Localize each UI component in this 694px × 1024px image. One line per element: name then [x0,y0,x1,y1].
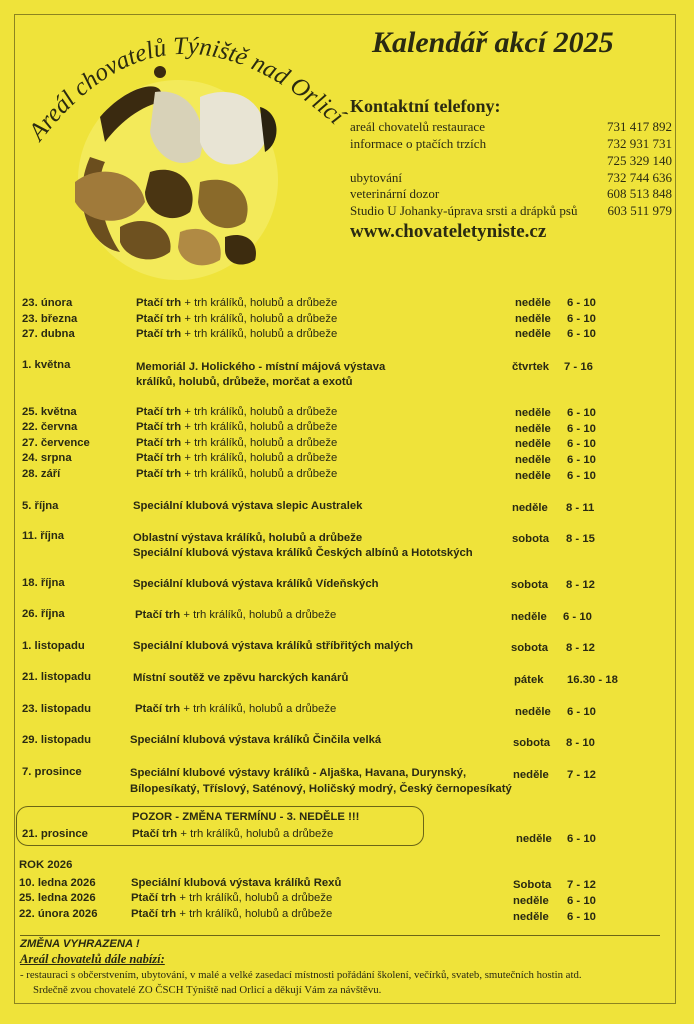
event-day: neděle [515,407,551,419]
event-sub: + trh králíků, holubů a drůbeže [180,609,337,621]
page-title: Kalendář akcí 2025 [372,26,614,59]
event-bold: Ptačí trh [131,908,177,920]
event-time: 6 - 10 [567,438,596,450]
event-bold: Ptačí trh [135,703,181,715]
event-date: 24. srpna [22,452,72,464]
event-day: neděle [515,313,551,325]
event-bold: Ptačí trh [136,406,182,418]
event-line1: Místní soutěž ve zpěvu harckých kanárů [133,672,349,684]
event-description [136,452,337,464]
event-day: neděle [511,611,547,623]
arc-title-text: Areál chovatelů Týniště nad Orlicí [23,32,350,146]
event-description [136,406,337,418]
event-time: 6 - 10 [567,895,596,907]
event-description [136,313,337,325]
event-date: 25. ledna 2026 [19,892,96,904]
event-date: 21. prosince [22,828,88,840]
footer-divider [20,935,660,936]
event-date: 27. července [22,437,90,449]
event-day: neděle [513,769,549,781]
event-sub: + trh králíků, holubů a drůbeže [181,297,338,309]
event-bold: Ptačí trh [136,468,182,480]
contact-number: 603 511 979 [607,203,672,218]
event-description [131,892,332,904]
event-line1: Speciální klubová výstava králíků Vídeňských [133,578,379,590]
event-sub: + trh králíků, holubů a drůbeže [177,828,334,840]
event-line1: Memoriál J. Holického - místní májová výstava [136,361,386,373]
event-time: 7 - 16 [564,361,593,373]
event-day: sobota [511,579,549,591]
invite-text: Srdečně zvou chovatelé ZO ČSCH Týniště nad Orlicí a děkují Vám za návštěvu. [33,984,382,996]
contact-label: informace o ptačích trzích [350,136,487,151]
event-time: 8 - 15 [566,533,595,545]
event-day: neděle [515,470,551,482]
event-date: 29. listopadu [22,734,92,746]
event-sub: + trh králíků, holubů a drůbeže [176,908,333,920]
event-time: 6 - 10 [567,328,596,340]
contact-label: ubytování [350,170,402,185]
event-sub: + trh králíků, holubů a drůbeže [181,313,338,325]
event-day: neděle [513,911,549,923]
event-line1: Speciální klubová výstava králíků Činčila velká [130,734,382,746]
event-time: 8 - 12 [566,579,595,591]
event-time: 16.30 - 18 [567,674,618,686]
event-description [131,908,332,920]
event-bold: Ptačí trh [136,328,182,340]
offer-text: - restauraci s občerstvením, ubytování, v malé a velké zasedací místnosti pořádání školení, večírků, svateb, smutečních hostin atd. [20,969,582,981]
event-line2: Speciální klubová výstava králíků Českých albínů a Hototských [133,547,473,559]
contact-label: veterinární dozor [350,186,440,201]
offer-heading: Areál chovatelů dále nabízí: [20,952,165,966]
event-time: 6 - 10 [567,911,596,923]
event-line1: Speciální klubová výstava králíků stříbřitých malých [133,640,414,652]
event-date: 1. května [22,359,71,371]
event-bold: Ptačí trh [136,297,182,309]
event-description [136,297,337,309]
event-time: 6 - 10 [567,313,596,325]
event-day: neděle [515,297,551,309]
event-line1: Speciální klubová výstava slepic Australek [133,500,363,512]
event-day: pátek [514,674,544,686]
event-bold: Ptačí trh [136,437,182,449]
event-time: 8 - 12 [566,642,595,654]
event-date: 5. října [22,500,59,512]
website-link[interactable]: www.chovateletyniste.cz [350,221,547,242]
event-sub: + trh králíků, holubů a drůbeže [181,328,338,340]
event-line1: Speciální klubová výstava králíků Rexů [131,877,342,889]
event-sub: + trh králíků, holubů a drůbeže [181,468,338,480]
event-date: 21. listopadu [22,671,92,683]
event-date: 18. října [22,577,65,589]
event-time: 6 - 10 [567,833,596,845]
event-day: sobota [511,642,549,654]
poultry-illustration [60,62,295,287]
event-sub: + trh králíků, holubů a drůbeže [181,452,338,464]
event-date: 1. listopadu [22,640,85,652]
event-line1: Oblastní výstava králíků, holubů a drůbeže [133,532,363,544]
event-bold: Ptačí trh [136,452,182,464]
event-day: neděle [515,423,551,435]
event-time: 8 - 11 [566,502,595,514]
event-time: 6 - 10 [567,297,596,309]
contact-label: Studio U Johanky-úprava srsti a drápků psů [350,203,578,218]
event-sub: + trh králíků, holubů a drůbeže [181,437,338,449]
event-day: sobota [513,737,551,749]
event-sub: + trh králíků, holubů a drůbeže [176,892,333,904]
event-bold: Ptačí trh [136,421,182,433]
change-notice: ZMĚNA VYHRAZENA ! [20,938,140,950]
contact-number: 725 329 140 [607,153,672,168]
event-time: 6 - 10 [567,407,596,419]
event-line2: Bílopesíkatý, Tříslový, Saténový, Holičský modrý, Český černopesíkatý [130,783,512,795]
event-date: 23. února [22,297,73,309]
event-time: 8 - 10 [566,737,595,749]
event-day: neděle [515,328,551,340]
contact-number: 608 513 848 [607,186,672,201]
notice-text: POZOR - ZMĚNA TERMÍNU - 3. NEDĚLE !!! [132,811,360,823]
event-description [132,828,333,840]
event-sub: + trh králíků, holubů a drůbeže [181,406,338,418]
event-line2: králíků, holubů, drůbeže, morčat a exotů [136,376,353,388]
contact-label: areál chovatelů restaurace [350,119,485,134]
event-date: 22. června [22,421,78,433]
event-time: 6 - 10 [567,706,596,718]
event-day: neděle [515,438,551,450]
event-description [136,468,337,480]
contacts-heading: Kontaktní telefony: [350,96,501,116]
event-day: neděle [515,706,551,718]
event-day: sobota [512,533,550,545]
event-day: Sobota [513,879,552,891]
event-line1: Speciální klubové výstavy králíků - Aljaška, Havana, Durynský, [130,767,467,779]
event-sub: + trh králíků, holubů a drůbeže [180,703,337,715]
event-date: 26. října [22,608,65,620]
event-time: 6 - 10 [563,611,592,623]
event-sub: + trh králíků, holubů a drůbeže [181,421,338,433]
event-day: neděle [513,895,549,907]
event-bold: Ptačí trh [136,313,182,325]
event-description [135,609,336,621]
contact-number: 732 744 636 [607,170,672,185]
contact-number: 732 931 731 [607,136,672,151]
event-description [136,421,337,433]
event-description [136,437,337,449]
event-day: čtvrtek [512,361,550,373]
event-time: 7 - 12 [567,769,596,781]
event-date: 27. dubna [22,328,75,340]
event-date: 23. listopadu [22,703,92,715]
event-description [135,703,336,715]
event-date: 23. března [22,313,78,325]
event-day: neděle [516,833,552,845]
event-date: 25. května [22,406,77,418]
event-date: 10. ledna 2026 [19,877,96,889]
event-date: 28. září [22,468,61,480]
contact-number: 731 417 892 [607,119,672,134]
event-date: 11. října [22,530,65,542]
event-time: 6 - 10 [567,454,596,466]
event-day: neděle [512,502,548,514]
event-date: 7. prosince [22,766,82,778]
event-day: neděle [515,454,551,466]
event-bold: Ptačí trh [135,609,181,621]
event-description [136,328,337,340]
event-bold: Ptačí trh [132,828,178,840]
event-time: 6 - 10 [567,470,596,482]
year-heading: ROK 2026 [19,859,73,871]
event-date: 22. února 2026 [19,908,98,920]
event-time: 6 - 10 [567,423,596,435]
event-bold: Ptačí trh [131,892,177,904]
event-time: 7 - 12 [567,879,596,891]
